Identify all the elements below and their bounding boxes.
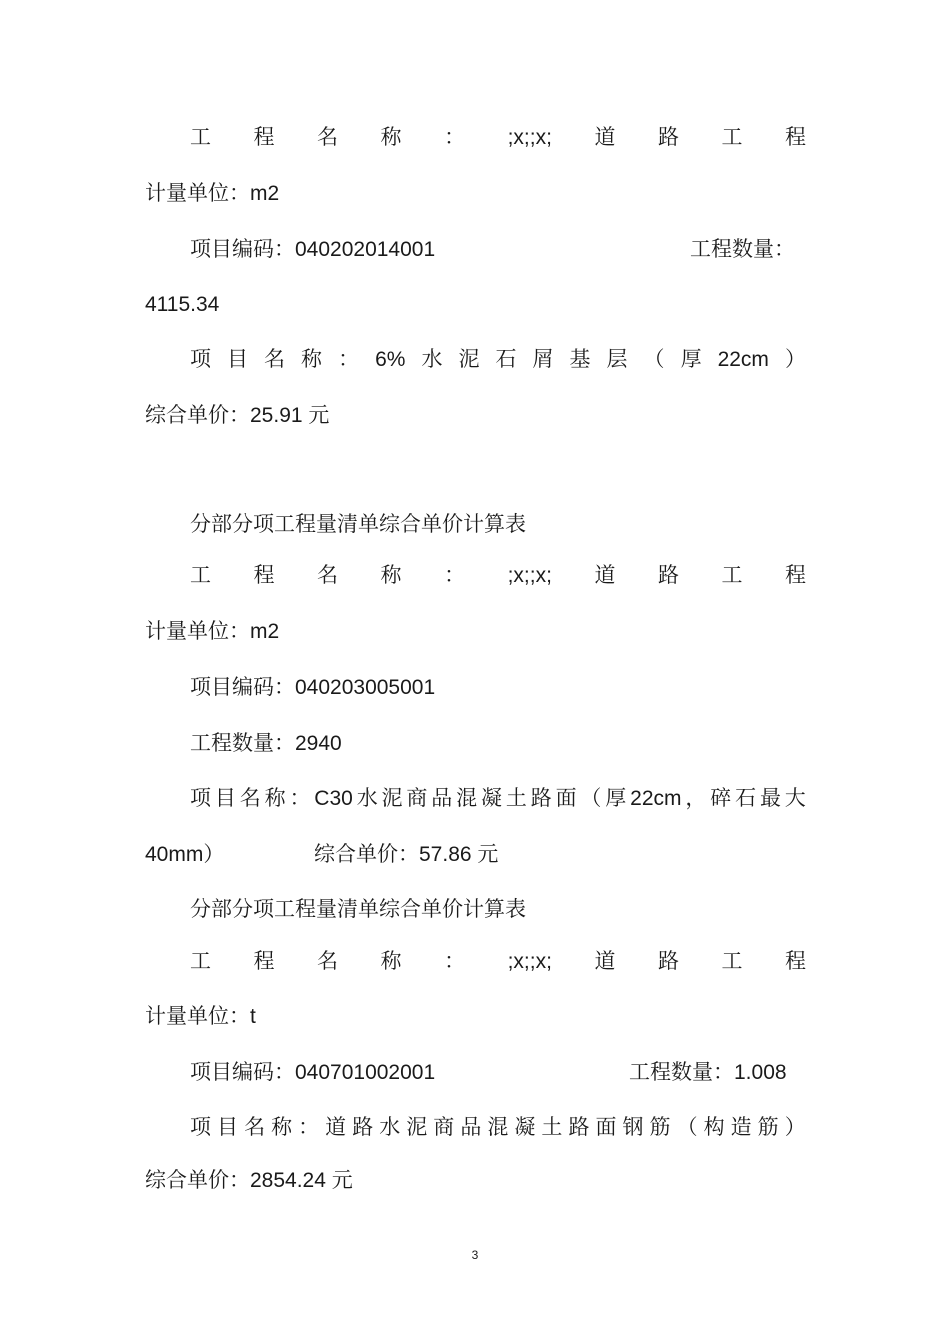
- justified-text-segment: 钢: [622, 1116, 644, 1139]
- justified-text-segment: 混: [456, 787, 478, 810]
- justified-text-segment: 商: [433, 1116, 455, 1139]
- justified-text-segment: ）: [784, 348, 806, 371]
- justified-text-segment: ：: [444, 950, 466, 973]
- justified-text-segment: ：: [338, 348, 360, 371]
- justified-text-segment: 目: [227, 348, 249, 371]
- table-title: 分部分项工程量清单综合单价计算表: [190, 513, 526, 536]
- justified-text-segment: 称: [271, 1116, 293, 1139]
- engineering-name-line: [190, 562, 806, 590]
- justified-text-segment: 面: [555, 787, 577, 810]
- justified-text-segment: 路: [352, 1116, 374, 1139]
- justified-text-segment: 构: [703, 1116, 725, 1139]
- page-number: 3: [471, 1248, 479, 1262]
- justified-text-segment: （: [643, 348, 665, 371]
- justified-text-segment: 凝: [514, 1116, 536, 1139]
- justified-text-segment: 道: [325, 1116, 347, 1139]
- justified-text-segment: 商: [406, 787, 428, 810]
- justified-text-segment: 工: [721, 126, 743, 149]
- justified-text-segment: ：: [444, 564, 466, 587]
- justified-text-segment: 称: [380, 126, 402, 149]
- justified-text-segment: 路: [530, 787, 552, 810]
- justified-text-segment: 泥: [381, 787, 403, 810]
- justified-text-segment: 泥: [458, 348, 480, 371]
- justified-text-segment: 项: [190, 787, 211, 810]
- justified-text-segment: 混: [487, 1116, 509, 1139]
- table-title: 分部分项工程量清单综合单价计算表: [190, 898, 526, 921]
- justified-text-segment: 石: [735, 787, 757, 810]
- justified-text-segment: 水: [356, 787, 378, 810]
- justified-text-segment: 层: [606, 348, 628, 371]
- item-code-line: 项目编码：040202014001: [190, 238, 436, 261]
- justified-text-segment: 筋: [757, 1116, 779, 1139]
- justified-text-segment: ：: [298, 1116, 320, 1139]
- justified-text-segment: 程: [784, 950, 806, 973]
- justified-text-segment: C30: [314, 787, 353, 810]
- justified-text-segment: 程: [253, 126, 275, 149]
- justified-text-segment: 水: [379, 1116, 401, 1139]
- justified-text-segment: 屑: [532, 348, 554, 371]
- justified-text-segment: 称: [380, 950, 402, 973]
- justified-text-segment: 名: [317, 126, 339, 149]
- justified-text-segment: 面: [595, 1116, 617, 1139]
- justified-text-segment: 名: [244, 1116, 266, 1139]
- item-code-line: 项目编码：040203005001: [190, 676, 436, 699]
- justified-text-segment: 凝: [480, 787, 502, 810]
- justified-text-segment: 名: [239, 787, 261, 810]
- justified-text-segment: 22cm: [630, 787, 682, 810]
- justified-text-segment: 土: [505, 787, 527, 810]
- justified-text-segment: 路: [657, 950, 679, 973]
- justified-text-segment: 石: [495, 348, 517, 371]
- unit-price-line: 综合单价：25.91 元: [145, 404, 330, 427]
- justified-text-segment: 程: [253, 950, 275, 973]
- justified-text-segment: 基: [569, 348, 591, 371]
- justified-text-segment: 水: [421, 348, 443, 371]
- justified-text-segment: 目: [214, 787, 236, 810]
- quantity-value: 4115.34: [145, 293, 220, 316]
- justified-text-segment: 厚: [605, 787, 627, 810]
- justified-text-segment: 名: [264, 348, 286, 371]
- justified-text-segment: ;x;;x;: [507, 126, 552, 149]
- justified-text-segment: 称: [264, 787, 286, 810]
- engineering-name-line: [190, 948, 806, 976]
- justified-text-segment: ;x;;x;: [507, 950, 552, 973]
- justified-text-segment: 名: [317, 950, 339, 973]
- item-name-line: [190, 346, 806, 374]
- justified-text-segment: 品: [431, 787, 453, 810]
- justified-text-segment: ：: [444, 126, 466, 149]
- justified-text-segment: ）: [784, 1116, 806, 1139]
- justified-text-segment: 最: [759, 787, 781, 810]
- justified-text-segment: 目: [217, 1116, 239, 1139]
- justified-text-segment: 工: [190, 126, 211, 149]
- justified-text-segment: 碎: [710, 787, 732, 810]
- justified-text-segment: 项: [190, 1116, 211, 1139]
- justified-text-segment: 工: [190, 564, 211, 587]
- item-name-line: [190, 1114, 806, 1142]
- justified-text-segment: 土: [541, 1116, 563, 1139]
- justified-text-segment: 道: [594, 126, 616, 149]
- item-code-line: 项目编码：040701002001: [190, 1061, 436, 1084]
- justified-text-segment: （: [580, 787, 602, 810]
- justified-text-segment: 名: [317, 564, 339, 587]
- justified-text-segment: 工: [721, 950, 743, 973]
- unit-line: 计量单位：m2: [145, 620, 280, 643]
- justified-text-segment: 道: [594, 950, 616, 973]
- quantity-label: 工程数量：: [690, 238, 795, 261]
- justified-text-segment: 大: [784, 787, 806, 810]
- justified-text-segment: 道: [594, 564, 616, 587]
- justified-text-segment: 程: [784, 126, 806, 149]
- justified-text-segment: ：: [289, 787, 311, 810]
- justified-text-segment: 造: [730, 1116, 752, 1139]
- unit-price-line: 综合单价：2854.24 元: [145, 1169, 353, 1192]
- justified-text-segment: 程: [784, 564, 806, 587]
- justified-text-segment: 泥: [406, 1116, 428, 1139]
- justified-text-segment: 品: [460, 1116, 482, 1139]
- item-name-line: [190, 785, 806, 813]
- justified-text-segment: 路: [657, 564, 679, 587]
- justified-text-segment: 厚: [680, 348, 702, 371]
- justified-text-segment: 22cm: [717, 348, 769, 371]
- justified-text-segment: 工: [721, 564, 743, 587]
- justified-text-segment: 路: [568, 1116, 590, 1139]
- quantity-line: 工程数量：1.008: [629, 1061, 787, 1084]
- justified-text-segment: （: [676, 1116, 698, 1139]
- justified-text-segment: 6%: [375, 348, 406, 371]
- justified-text-segment: 路: [657, 126, 679, 149]
- justified-text-segment: 工: [190, 950, 211, 973]
- unit-line: 计量单位：m2: [145, 182, 280, 205]
- unit-price-line: 综合单价：57.86 元: [314, 843, 499, 866]
- justified-text-segment: 筋: [649, 1116, 671, 1139]
- unit-line: 计量单位：t: [145, 1005, 256, 1028]
- engineering-name-line: [190, 124, 806, 152]
- justified-text-segment: 项: [190, 348, 211, 371]
- justified-text-segment: 称: [380, 564, 402, 587]
- justified-text-segment: 称: [301, 348, 323, 371]
- justified-text-segment: ;x;;x;: [507, 564, 552, 587]
- quantity-line: 工程数量：2940: [190, 732, 342, 755]
- justified-text-segment: ，: [685, 787, 707, 810]
- item-name-continuation: 40mm）: [145, 843, 225, 866]
- justified-text-segment: 程: [253, 564, 275, 587]
